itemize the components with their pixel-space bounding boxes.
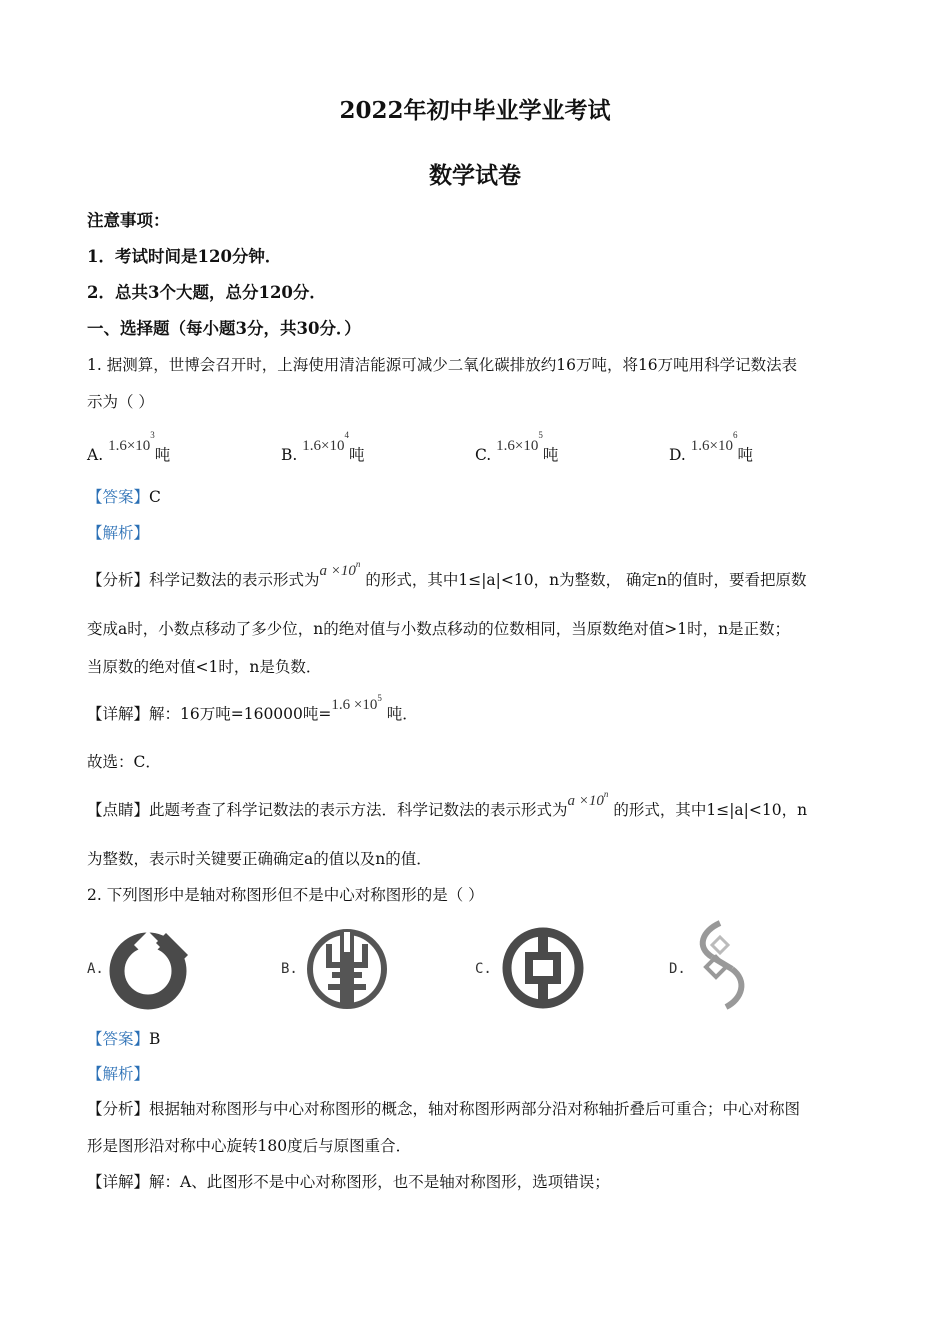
section-heading: 一、选择题（每小题3分，共30分．） [87,319,361,338]
fenxi-text-cont: 的形式，其中1≤|a|<10，n为整数， 确定n的值时，要看把原数 [365,571,807,589]
math-exp: n [355,559,361,569]
q2-fenxi-line-1 [87,1102,800,1118]
option-math [496,430,543,454]
q1-option-b [281,430,365,465]
fenxi-tag: 【分析】 [87,1100,150,1118]
q1-stem-line-1: 1. 据测算，世博会召开时，上海使用清洁能源可减少二氧化碳排放约16万吨，将16万吨用科学记数法表 [87,356,798,374]
math-exp: 5 [538,430,543,440]
q2-option-d-label: D. [669,961,686,977]
q1-fenxi-line-3: 当原数的绝对值<1时，n是负数． [87,658,322,676]
dianjing-text: 此题考查了科学记数法的表示方法．科学记数法的表示形式为 [149,801,568,819]
q2-option-b-label: B. [281,961,298,977]
q1-jiexi-tag: 【解析】 [87,524,150,542]
math-base: a ×10 [567,793,604,809]
q2-option-a-label: A. [87,961,104,977]
xiangjie-tag: 【详解】 [87,1173,150,1191]
q2-xiangjie [87,1175,610,1191]
fenxi-text: 科学记数法的表示形式为 [149,571,320,589]
xiangjie-math [331,693,382,713]
q2-answer [87,1032,160,1048]
notice-item-1: 1．考试时间是120分钟． [87,247,282,266]
q2-stem: 2. 下列图形中是轴对称图形但不是中心对称图形的是（ ） [87,886,484,904]
q1-option-a [87,430,171,465]
math-base: 1.6×10 [690,438,733,454]
fenxi-math [319,559,361,579]
option-label: A. [87,446,104,464]
xiangjie-text: 解：A、此图形不是中心对称图形，也不是轴对称图形，选项错误； [149,1173,610,1191]
math-exp: 3 [150,430,155,440]
option-math [690,430,738,454]
dianjing-text-cont: 的形式，其中1≤|a|<10，n [613,801,808,819]
answer-tag: 【答案】 [87,1030,150,1048]
answer-value: C [149,488,161,506]
q2-fenxi-line-2: 形是图形沿对称中心旋转180度后与原图重合． [87,1137,412,1155]
option-math [302,430,349,454]
math-exp: 4 [344,430,349,440]
bank-logo-c-icon [499,924,587,1012]
math-base: 1.6×10 [108,438,151,454]
option-label: C. [475,446,492,464]
q1-answer [87,490,161,506]
math-base: 1.6×10 [496,438,539,454]
option-math [108,430,155,454]
q1-guxuan: 故选：C． [87,753,161,771]
option-unit: 吨 [348,446,365,464]
q1-fenxi-line-1 [87,559,807,589]
notice-item-2: 2．总共3个大题，总分120分． [87,283,326,302]
q1-dianjing-line-2: 为整数，表示时关键要正确确定a的值以及n的值． [87,850,432,868]
xiangjie-tag: 【详解】 [87,705,150,723]
q2-jiexi-tag: 【解析】 [87,1065,150,1083]
bank-logo-d-icon [690,917,750,1013]
math-exp: n [603,789,609,799]
exam-subtitle: 数学试卷 [429,162,521,189]
math-base: 1.6×10 [302,438,345,454]
bank-logo-b-icon [304,926,390,1012]
xiangjie-text-cont: 吨． [386,705,418,723]
fenxi-tag: 【分析】 [87,571,150,589]
q1-stem-line-2: 示为（ ） [87,393,154,411]
math-base: a ×10 [319,563,356,579]
option-unit: 吨 [737,446,753,464]
option-unit: 吨 [154,446,171,464]
q1-option-d [669,430,753,465]
math-base: 1.6 ×10 [331,697,378,713]
q2-option-c-label: C. [475,961,492,977]
q1-option-c [475,430,559,465]
option-label: D. [669,446,686,464]
xiangjie-text: 解：16万吨=160000吨= [149,705,332,723]
option-unit: 吨 [542,446,559,464]
dianjing-tag: 【点睛】 [87,801,150,819]
answer-value: B [149,1030,161,1048]
fenxi-text: 根据轴对称图形与中心对称图形的概念，轴对称图形两部分沿对称轴折叠后可重合；中心对称图 [149,1100,801,1118]
math-exp: 5 [377,693,382,703]
q1-dianjing-line-1 [87,789,808,819]
exam-title: 2022年初中毕业学业考试 [339,97,611,124]
notice-heading: 注意事项： [87,211,170,230]
answer-tag: 【答案】 [87,488,150,506]
dianjing-math [567,789,609,809]
math-exp: 6 [732,430,738,440]
q1-fenxi-line-2: 变成a时，小数点移动了多少位，n的绝对值与小数点移动的位数相同，当原数绝对值>1时，n是正数； [87,620,791,638]
option-label: B. [281,446,298,464]
bank-logo-a-icon [108,927,192,1011]
